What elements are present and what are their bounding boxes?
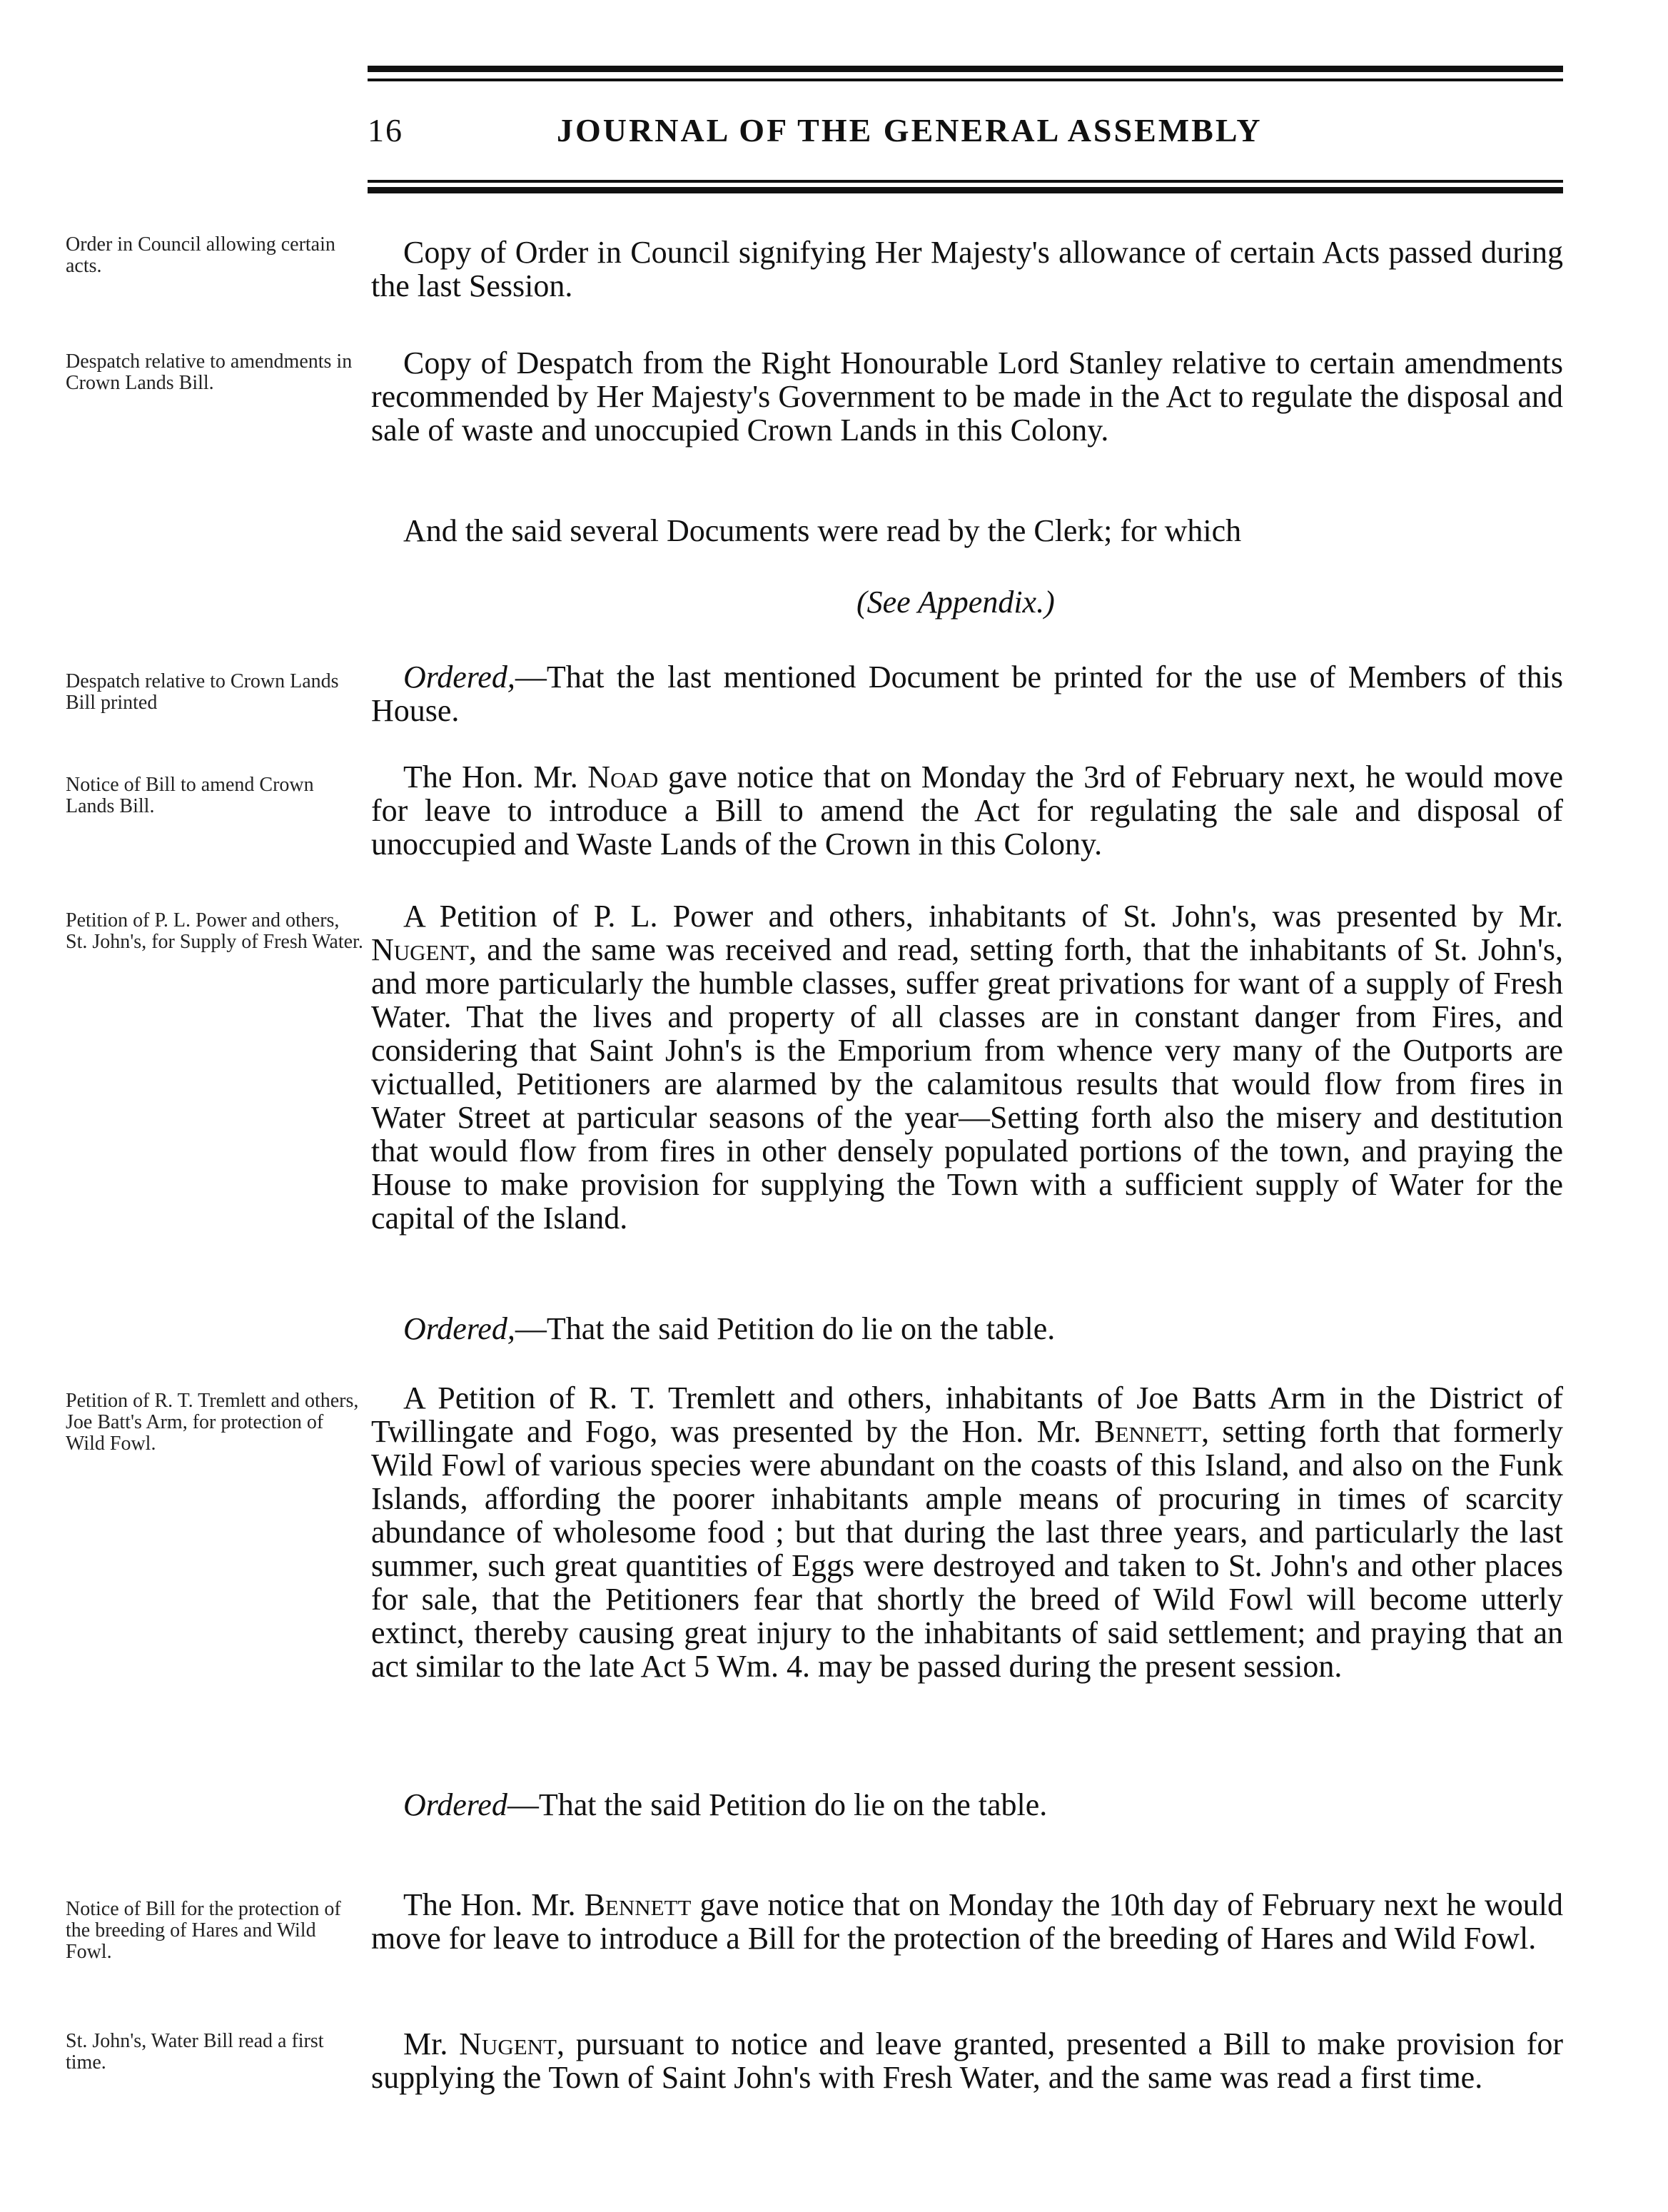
member-name-bennett: Bennett	[1094, 1414, 1202, 1449]
text-segment: The Hon. Mr.	[403, 1887, 585, 1922]
margin-note-petition-power: Petition of P. L. Power and others, St. John's, for Supply of Fresh Water.	[66, 909, 363, 953]
ordered-text: —That the said Petition do lie on the table.	[507, 1787, 1048, 1822]
paragraph-notice-noad	[371, 760, 1563, 861]
page-title: JOURNAL OF THE GENERAL ASSEMBLY	[557, 112, 1263, 148]
paragraph-notice-bennett	[371, 1888, 1563, 1955]
margin-note-despatch-printed: Despatch relative to Crown Lands Bill printed	[66, 670, 339, 714]
ordered-label: Ordered,	[403, 660, 515, 695]
paragraph-water-bill	[371, 2027, 1563, 2094]
text-segment: , and the same was received and read, setting forth, that the inhabitants of St. John's, and more particularly the humble classes, suffer great privations for want of a supply of Fresh Water. That the lives and property of all classes are in constant danger from Fires, and considering that Saint John's is the Emporium from whence very many of the Outports are victualled, Petitioners are alarmed by the calamitous results that would flow from fires in Water Street at particular seasons of the year—Setting forth also the misery and destitution that would flow from fires in other densely populated portions of the town, and praying the House to make provision for supplying the Town with a sufficient supply of Water for the capital of the Island.	[371, 932, 1563, 1236]
ordered-text: —That the last mentioned Document be printed for the use of Members of this House.	[371, 660, 1563, 728]
text-segment: , pursuant to notice and leave granted, presented a Bill to make provision for supplying the Town of Saint John's with Fresh Water, and the same was read a first time.	[371, 2026, 1563, 2095]
ordered-label: Ordered,	[403, 1311, 515, 1346]
margin-note-petition-tremlett: Petition of R. T. Tremlett and others, Joe Batt's Arm, for protection of Wild Fowl.	[66, 1390, 359, 1455]
header-bottom-rule-thick	[368, 187, 1563, 193]
margin-note-order-in-council: Order in Council allowing certain acts.	[66, 233, 335, 277]
text-segment: The Hon. Mr.	[403, 759, 588, 794]
margin-note-despatch-amendments: Despatch relative to amendments in Crown Lands Bill.	[66, 350, 353, 394]
header-bottom-rule-thin	[368, 180, 1563, 183]
member-name-noad: Noad	[587, 759, 659, 794]
page-number: 16	[368, 112, 403, 148]
paragraph-petition-tremlett	[371, 1381, 1563, 1683]
text-segment: gave notice that on Monday the 10th day of February next he would move for leave to introduce a Bill for the protection of the breeding of Hares and Wild Fowl.	[371, 1887, 1564, 1956]
paragraph-documents-read: And the said several Documents were read by the Clerk; for which	[403, 513, 1242, 548]
member-name-nugent: Nugent	[459, 2026, 557, 2061]
margin-note-water-bill: St. John's, Water Bill read a first time.	[66, 2030, 324, 2074]
paragraph-order-in-council: Copy of Order in Council signifying Her Majesty's allowance of certain Acts passed during the last Session.	[371, 235, 1563, 303]
page-header	[368, 106, 1563, 163]
appendix-reference	[371, 585, 1563, 619]
text-segment: gave notice that on Monday the 3rd of February next, he would move for leave to introduce a Bill to amend the Act for regulating the sale and disposal of unoccupied and Waste Lands of the Crown in this Colony.	[371, 759, 1563, 862]
header-top-rule-thick	[368, 66, 1563, 72]
paragraph-ordered-lie-table-1	[371, 1312, 1563, 1345]
margin-note-notice-hares: Notice of Bill for the protection of the breeding of Hares and Wild Fowl.	[66, 1898, 341, 1963]
text-segment: A Petition of P. L. Power and others, inhabitants of St. John's, was presented by Mr.	[403, 899, 1563, 934]
paragraph-ordered-printed	[371, 660, 1563, 727]
ordered-label: Ordered	[403, 1787, 507, 1822]
paragraph-ordered-lie-table-2	[371, 1788, 1563, 1822]
member-name-bennett: Bennett	[584, 1887, 692, 1922]
appendix-text: (See Appendix.)	[856, 585, 1055, 620]
header-top-rule-thin	[368, 79, 1563, 81]
text-segment: Mr.	[403, 2026, 460, 2061]
text-segment: A Petition of R. T. Tremlett and others, inhabitants of Joe Batts Arm in the District of Twillingate and Fogo, was presented by the Hon. Mr.	[371, 1380, 1563, 1449]
paragraph-despatch: Copy of Despatch from the Right Honourable Lord Stanley relative to certain amendments recommended by Her Majesty's Government to be made in the Act to regulate the disposal and sale of waste and unoccupied Crown Lands in this Colony.	[371, 345, 1563, 448]
margin-note-notice-crown-lands: Notice of Bill to amend Crown Lands Bill.	[66, 774, 314, 817]
paragraph-petition-power	[371, 899, 1563, 1235]
text-segment: , setting forth that formerly Wild Fowl of various species were abundant on the coasts of this Island, and also on the Funk Islands, affording the poorer inhabitants ample means of procuring in times of scarcity abundance of wholesome food ; but that during the last three years, and particularly the last summer, such great quantities of Eggs were destroyed and taken to St. John's and other places for sale, that the Petitioners fear that shortly the breed of Wild Fowl will become utterly extinct, thereby causing great injury to the inhabitants of said settlement; and praying that an act similar to the late Act 5 Wm. 4. may be passed during the present session.	[371, 1414, 1563, 1684]
member-name-nugent: Nugent	[371, 932, 469, 967]
ordered-text: —That the said Petition do lie on the table.	[515, 1311, 1056, 1346]
